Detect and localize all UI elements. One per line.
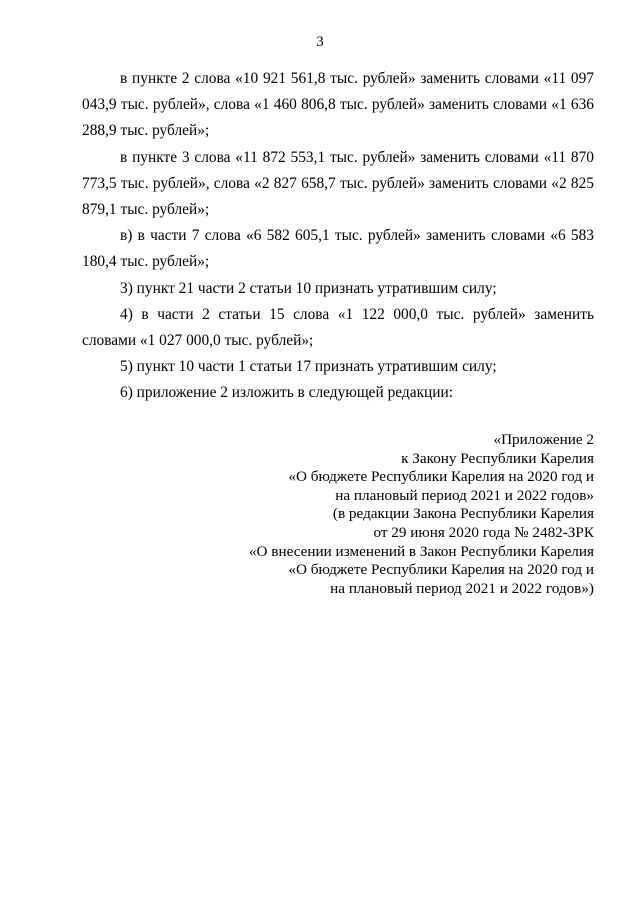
appendix-line: «О бюджете Республики Карелия на 2020 год и bbox=[288, 468, 594, 486]
appendix-line: от 29 июня 2020 года № 2482-ЗРК bbox=[373, 523, 594, 541]
paragraph-item-4: 4) в части 2 статьи 15 слова «1 122 000,0 тыс. рублей» заменить словами «1 027 000,0 тыс. рублей»; bbox=[82, 305, 594, 350]
appendix-line: (в редакции Закона Республики Карелия bbox=[332, 505, 594, 523]
amendment-text bbox=[82, 66, 594, 407]
page-number: 3 bbox=[316, 34, 324, 50]
appendix-line: «О бюджете Республики Карелия на 2020 год и bbox=[288, 561, 594, 579]
paragraph-item-3: 3) пункт 21 части 2 статьи 10 признать утратившим силу; bbox=[120, 279, 497, 297]
appendix-title: «Приложение 2 bbox=[493, 431, 594, 448]
paragraph-point-3: в пункте 3 слова «11 872 553,1 тыс. рублей» заменить словами «11 870 773,5 тыс. рублей», слова «2 827 658,7 тыс. рублей» заменить словами «2 825 879,1 тыс. рублей»; bbox=[82, 148, 594, 219]
appendix-header bbox=[234, 431, 594, 598]
appendix-line: на плановый период 2021 и 2022 годов») bbox=[330, 579, 594, 597]
paragraph-part-7: в) в части 7 слова «6 582 605,1 тыс. рублей» заменить словами «6 583 180,4 тыс. рублей»; bbox=[82, 227, 594, 271]
appendix-line: «О внесении изменений в Закон Республики Карелия bbox=[248, 542, 594, 560]
paragraph-item-6: 6) приложение 2 изложить в следующей редакции: bbox=[120, 384, 454, 402]
appendix-line: к Закону Республики Карелия bbox=[401, 449, 594, 467]
paragraph-item-5: 5) пункт 10 части 1 статьи 17 признать утратившим силу; bbox=[120, 358, 497, 376]
appendix-line: на плановый период 2021 и 2022 годов» bbox=[335, 486, 594, 504]
paragraph-point-2: в пункте 2 слова «10 921 561,8 тыс. рублей» заменить словами «11 097 043,9 тыс. рублей», слова «1 460 806,8 тыс. рублей» заменить словами «1 636 288,9 тыс. рублей»; bbox=[82, 70, 594, 140]
